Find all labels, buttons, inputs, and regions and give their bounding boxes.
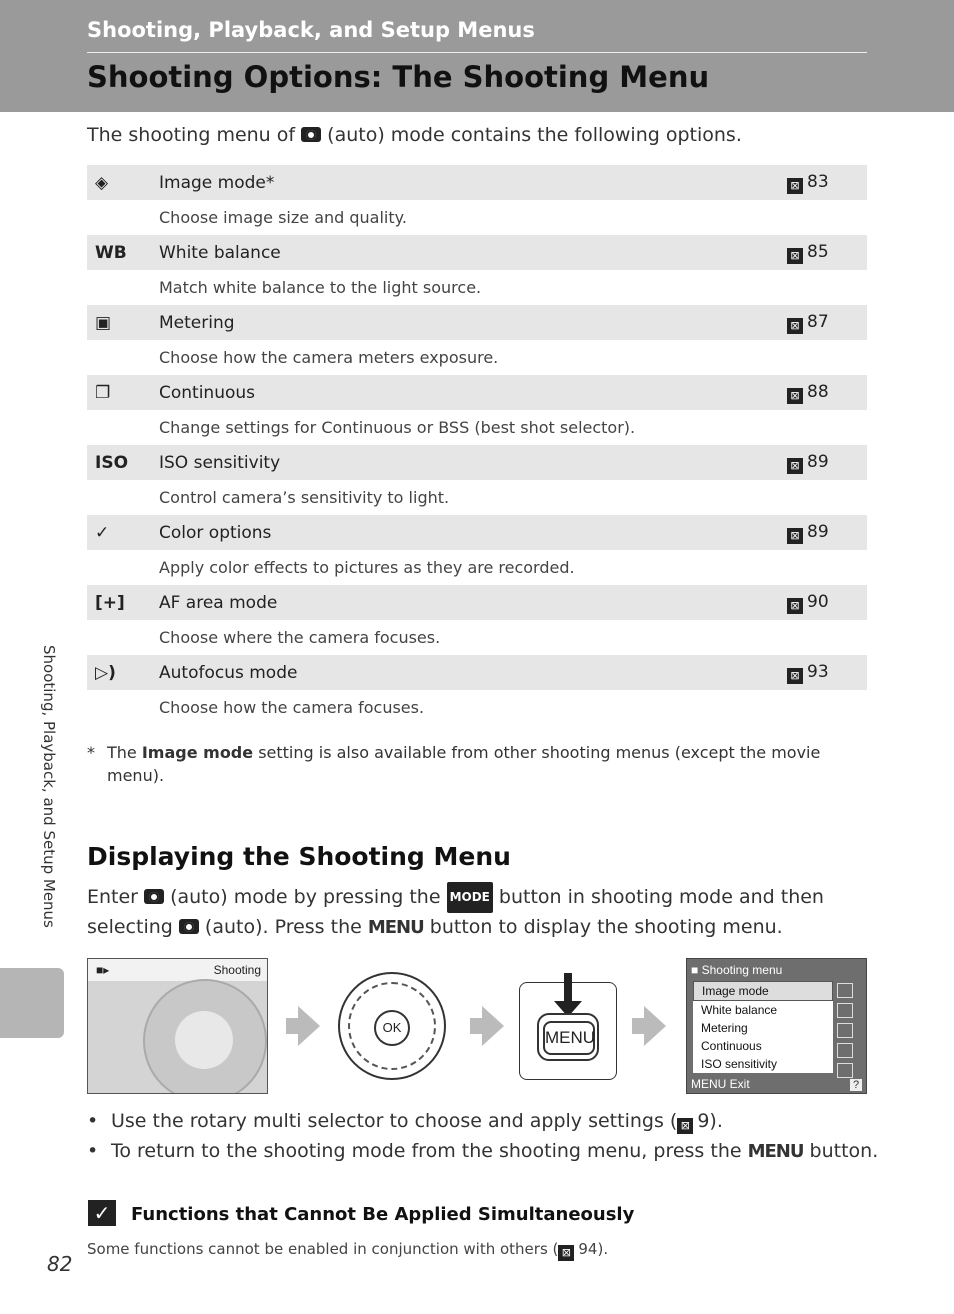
menu-option-description-row [87,340,867,375]
camera-icon: ■▸ [96,963,110,977]
menu-option-description: Choose how the camera meters exposure. [159,348,499,367]
lcd2-menu-item: White balance [701,1003,778,1017]
lcd-shooting-screen [87,958,268,1094]
page-header [0,0,954,112]
menu-option-row [87,235,867,270]
section-title: Shooting, Playback, and Setup Menus [87,18,535,42]
footnote-post: setting is also available from other shooting menus (except the movie menu). [107,743,821,785]
page-reference: ⊠ 90 [787,585,867,620]
reference-icon: ⊠ [787,248,803,264]
section-heading: Displaying the Shooting Menu [87,842,511,871]
page-reference: ⊠ 89 [787,515,867,550]
lcd-shooting-menu [686,958,867,1094]
menu-option-label: Autofocus mode [159,655,787,690]
menu-option-row [87,585,867,620]
page-reference: ⊠ 88 [787,375,867,410]
menu-option-row [87,305,867,340]
menu-button-label: MENU [543,1021,595,1055]
menu-button-icon: MENU [747,1141,804,1162]
reference-icon: ⊠ [787,318,803,334]
bullet-item: • Use the rotary multi selector to choose and apply settings ( ⊠ 9). [87,1106,887,1136]
lcd2-menu-item: ISO sensitivity [701,1057,778,1071]
reference-icon: ⊠ [558,1245,574,1261]
lcd2-menu-item: Image mode [693,981,833,1001]
lcd2-list [693,981,833,1073]
menu-option-row [87,375,867,410]
arrow-right-icon [298,1006,320,1046]
menu-option-row [87,445,867,480]
reference-icon: ⊠ [787,528,803,544]
menu-option-description-row [87,620,867,655]
menu-option-description: Apply color effects to pictures as they are recorded. [159,558,575,577]
menu-option-label: ISO sensitivity [159,445,787,480]
lcd2-menu-item: Metering [701,1021,748,1035]
intro-text [87,124,742,146]
page-reference: ⊠ 87 [787,305,867,340]
autofocus-icon: ▷) [87,655,159,690]
menu-option-description-row [87,550,867,585]
ok-button: OK [374,1010,410,1046]
camera-auto-icon [179,919,199,934]
menu-option-row [87,515,867,550]
page-reference: ⊠ 93 [787,655,867,690]
metering-icon: ▣ [87,305,159,340]
menu-option-label: AF area mode [159,585,787,620]
footnote [87,741,867,787]
camera-auto-icon [144,889,164,904]
menu-option-description: Choose where the camera focuses. [159,628,441,647]
menu-option-description: Control camera’s sensitivity to light. [159,488,450,507]
arrow-right-icon [644,1006,666,1046]
mode-dial-icon [143,979,267,1094]
intro-after: (auto) mode contains the following options. [321,124,742,146]
footnote-bold: Image mode [141,743,254,762]
reference-icon: ⊠ [787,668,803,684]
checkmark-icon: ✓ [88,1200,116,1226]
page-title: Shooting Options: The Shooting Menu [87,60,710,94]
continuous-icon: ❐ [87,375,159,410]
menu-option-description-row [87,690,867,725]
iso-icon: ISO [87,445,159,480]
menu-option-description: Choose image size and quality. [159,208,407,227]
bullet-item: • To return to the shooting mode from the shooting menu, press the MENU button. [87,1136,887,1167]
bullet-list [87,1106,887,1167]
page-reference: ⊠ 83 [787,165,867,200]
menu-option-description: Change settings for Continuous or BSS (best shot selector). [159,418,636,437]
note-title: Functions that Cannot Be Applied Simultaneously [131,1204,635,1225]
lcd2-title: ■ Shooting menu [691,963,783,977]
menu-option-description: Choose how the camera focuses. [159,698,425,717]
camera-auto-icon [301,127,321,142]
menu-option-description-row [87,200,867,235]
chapter-tab [0,968,64,1038]
lcd2-setting-icons [837,983,855,1083]
reference-icon: ⊠ [787,598,803,614]
menu-option-description-row [87,410,867,445]
page-number: 82 [47,1252,73,1276]
shooting-menu-table [87,165,867,725]
menu-option-row [87,165,867,200]
header-rule [87,52,867,53]
af-area-icon: [+] [87,585,159,620]
arrow-right-icon [482,1006,504,1046]
footnote-pre: The [107,743,142,762]
menu-option-row [87,655,867,690]
menu-option-label: Image mode* [159,165,787,200]
intro-before: The shooting menu of [87,124,302,146]
reference-icon: ⊠ [677,1118,693,1134]
help-icon: ? [850,1079,862,1091]
section-paragraph: Enter (auto) mode by pressing the MODE button in shooting mode and then selecting (auto). Press the MENU button to display the shooting menu. [87,882,877,942]
menu-button-illustration [519,982,617,1080]
menu-option-label: White balance [159,235,787,270]
mode-button-icon: MODE [447,882,493,913]
lcd2-footer: MENU Exit [691,1077,750,1091]
lcd2-menu-item: Continuous [701,1039,762,1053]
reference-icon: ⊠ [787,178,803,194]
page-reference: ⊠ 85 [787,235,867,270]
menu-option-description-row [87,270,867,305]
color-options-icon: ✓ [87,515,159,550]
menu-option-label: Continuous [159,375,787,410]
white-balance-icon: WB [87,235,159,270]
lcd1-title: Shooting [213,963,261,977]
menu-option-label: Color options [159,515,787,550]
menu-option-description-row [87,480,867,515]
side-label: Shooting, Playback, and Setup Menus [40,645,58,928]
rotary-multi-selector [338,972,446,1080]
menu-button-icon: MENU [367,917,424,938]
reference-icon: ⊠ [787,458,803,474]
reference-icon: ⊠ [787,388,803,404]
note-body: Some functions cannot be enabled in conjunction with others ( ⊠ 94). [87,1240,609,1259]
menu-option-description: Match white balance to the light source. [159,278,482,297]
image-mode-icon: ◈ [87,165,159,200]
footnote-star: * [87,743,95,762]
page-reference: ⊠ 89 [787,445,867,480]
menu-option-label: Metering [159,305,787,340]
